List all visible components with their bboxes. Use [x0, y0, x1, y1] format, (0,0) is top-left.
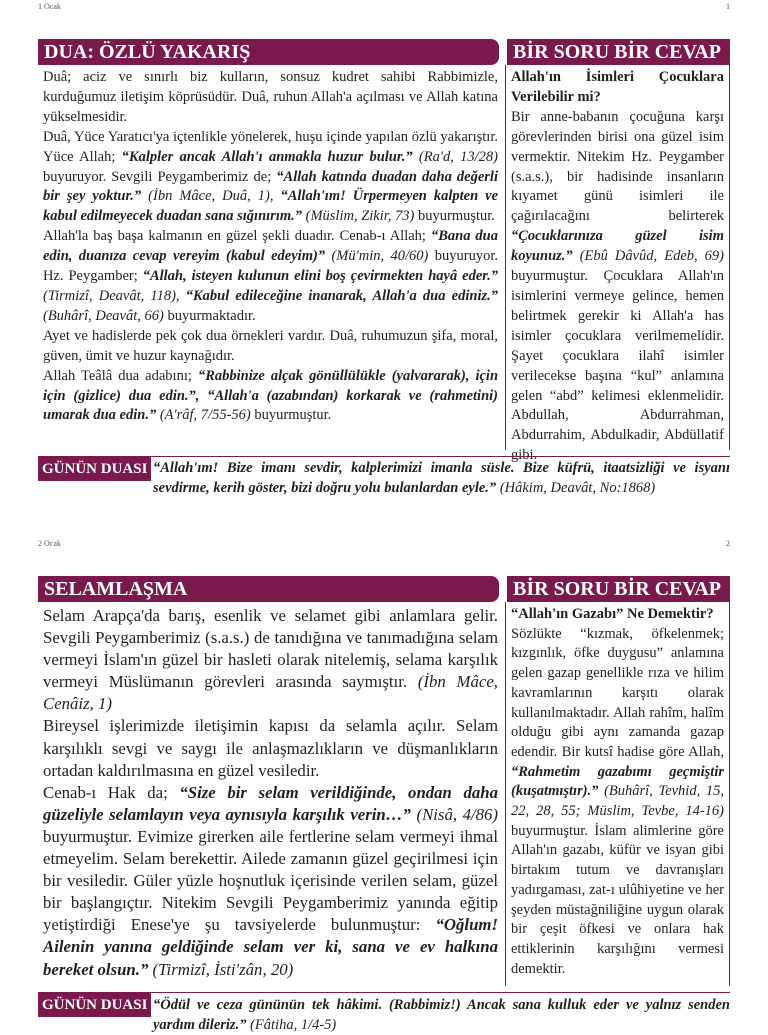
prayer-text: “Allah'ım! Bize imanı sevdir, kalplerimizi imanla süsle. Bize küfrü, itaatsizliği ve isyanı sevdirme, kerih göster, bizi doğru yolu bulanlardan eyle.” (Hâkim, Deavât, No:1868): [153, 460, 730, 496]
qa-answer: Bir anne-babanın çocuğuna karşı görevlerinden birisi ona güzel isim vermektir. Nitekim Hz. Peygamber (s.a.s.), bir hadisinde insanların kıyamet günü isimleri ile çağırılacağını belirterek “Çocuklarınıza güzel isim koyunuz.” (Ebû Dâvûd, Edeb, 69) buyurmuştur. Çocuklara Allah'ın isimlerini vermeye gelince, hemen belirtmek gerekir ki Allah'a has isimler çocuklara verilmemelidir. Şayet çocuklara ilahî isimler verilecekse başına “kul” anlamına gelen “abd” kelimesi eklenmelidir. Abdullah, Abdurrahman, Abdurrahim, Abdulkadir, Abdüllatif gibi.: [511, 108, 724, 464]
column-divider: [505, 602, 506, 986]
paragraph: Ayet ve hadislerde pek çok dua örnekleri vardır. Duâ, ruhumuzun şifa, moral, güven, ümit ve huzur kaynağıdır.: [43, 327, 498, 364]
paragraph: Allah'la baş başa kalmanın en güzel şekli duadır. Cenab-ı Allah; “Bana dua edin, duanıza cevap vereyim (kabul edeyim)” (Mü'min, 40/60) buyuruyor. Hz. Peygamber; “Allah, isteyen kulunun elini boş çevirmekten hayâ eder.” (Tirmizî, Deavât, 118), “Kabul edileceğine inanarak, Allah'a dua ediniz.” (Buhârî, Deavât, 66) buyurmaktadır.: [43, 228, 498, 324]
page-number: 2: [726, 539, 730, 548]
prayer-label: GÜNÜN DUASI: [38, 993, 151, 1017]
paragraph: Selam Arapça'da barış, esenlik ve selamet gibi anlamlara gelir. Sevgili Peygamberimiz (s.a.s.) de tanıdığına ve tanımadığına selam vermeyi İslam'ın güzel bir hasleti olarak nitelemiş, selama karşılık vermeyi Müslümanın görevleri arasında saymıştır. (İbn Mâce, Cenâiz, 1): [43, 606, 498, 714]
paragraph: Duâ, Yüce Yaratıcı'ya içtenlikle yönelerek, huşu içinde yapılan özlü yakarıştır. Yüce Allah; “Kalpler ancak Allah'ı anmakla huzur bulur.” (Ra'd, 13/28) buyuruyor. Sevgili Peygamberimiz de; “Allah katında duadan daha değerli bir şey yoktur.” (İbn Mâce, Duâ, 1), “Allah'ım! Ürpermeyen kalpten ve kabul edilmeyecek duadan sana sığınırım.” (Müslim, Zikir, 73) buyurmuştur.: [43, 128, 499, 225]
paragraph: Cenab-ı Hak da; “Size bir selam verildiğinde, ondan daha güzeliyle selamlayın veya aynısıyla karşılık verin…” (Nisâ, 4/86) buyurmuştur. Evimize girerken aile fertlerine selam vermeyi ihmal etmeyelim. Selam berekettir. Ailede zamanın güzel geçirilmesi için bir vesiledir. Güler yüzle hoşnutluk içerisinde verilen selam, güzel bir başlangıçtır. Nitekim Sevgili Peygamberimiz yanında eğitip yetiştirdiği Enese'ye şu tavsiyelerde bulunmuştur: “Oğlum! Ailenin yanına geldiğinde selam ver ki, sana ve ev halkına bereket olsun.” (Tirmizî, İsti'zân, 20): [43, 782, 498, 979]
qa-title: BİR SORU BİR CEVAP: [507, 39, 730, 65]
qa-article: [511, 605, 724, 979]
frame-right: [729, 576, 730, 986]
qa-question: “Allah'ın Gazabı” Ne Demektir?: [511, 606, 714, 622]
paragraph: Duâ; aciz ve sınırlı biz kulların, sonsuz kudret sahibi Rabbimizle, kurduğumuz iletişim köprüsüdür. Duâ, ruhun Allah'a açılması ve Allah katına yükselmesidir.: [43, 69, 498, 125]
section-title: SELAMLAŞMA: [38, 576, 499, 602]
page-date: 2 Ocak: [38, 539, 61, 548]
frame-right: [729, 39, 730, 450]
qa-article: [511, 68, 724, 466]
page-date: 1 Ocak: [38, 2, 61, 11]
main-article: [43, 68, 498, 426]
qa-title: BİR SORU BİR CEVAP: [507, 576, 730, 602]
paragraph: Bireysel işlerimizde iletişimin kapısı da selamla açılır. Selam karşılıklı sevgi ve saygı ile anlaşmazlıkların ve düşmanlıkların ortadan kaldırılmasına en güzel vesiledir.: [43, 716, 498, 780]
paragraph: Allah Teâlâ dua adabını; “Rabbinize alçak gönüllülükle (yalvararak), için için (gizlice) dua edin.”, “Allah'a (azabından) korkarak ve (rahmetini) umarak dua edin.” (A'râf, 7/55-56) buyurmuştur.: [43, 367, 499, 424]
prayer-label: GÜNÜN DUASI: [38, 457, 151, 481]
qa-question: Allah'ın İsimleri Çocuklara Verilebilir mi?: [511, 69, 724, 105]
page-number: 1: [726, 2, 730, 11]
column-divider: [505, 65, 506, 450]
prayer-text: “Ödül ve ceza gününün tek hâkimi. (Rabbimiz!) Ancak sana kulluk eder ve yalnız senden yardım dileriz.” (Fâtiha, 1/4-5): [153, 997, 730, 1033]
main-article: [43, 605, 498, 981]
section-title: DUA: ÖZLÜ YAKARIŞ: [38, 39, 499, 65]
qa-answer: Sözlükte “kızmak, öfkelenmek; kızgınlık, öfke duygusu” anlamına gelen gazap genellikle rıza ve hilim kavramlarının karşıtı olarak kullanılmaktadır. Allah rahîm, halîm olduğu gibi aynı zamanda gazap edendir. Bir kutsî hadise göre Allah, “Rahmetim gazabımı geçmiştir (kuşatmıştır).” (Buhârî, Tevhid, 15, 22, 28, 55; Müslim, Tevbe, 14-16) buyurmuştur. İslam alimlerine göre Allah'ın gazabı, küfür ve isyan gibi birtakım tutum ve davranışları yadırgaması, zat-ı ulûhiyetine ve her şeyden müstağniliğine uygun olarak bir çeşit öfkesi ve onlara hak ettiklerinin karşılığını vermesi demektir.: [511, 625, 724, 977]
